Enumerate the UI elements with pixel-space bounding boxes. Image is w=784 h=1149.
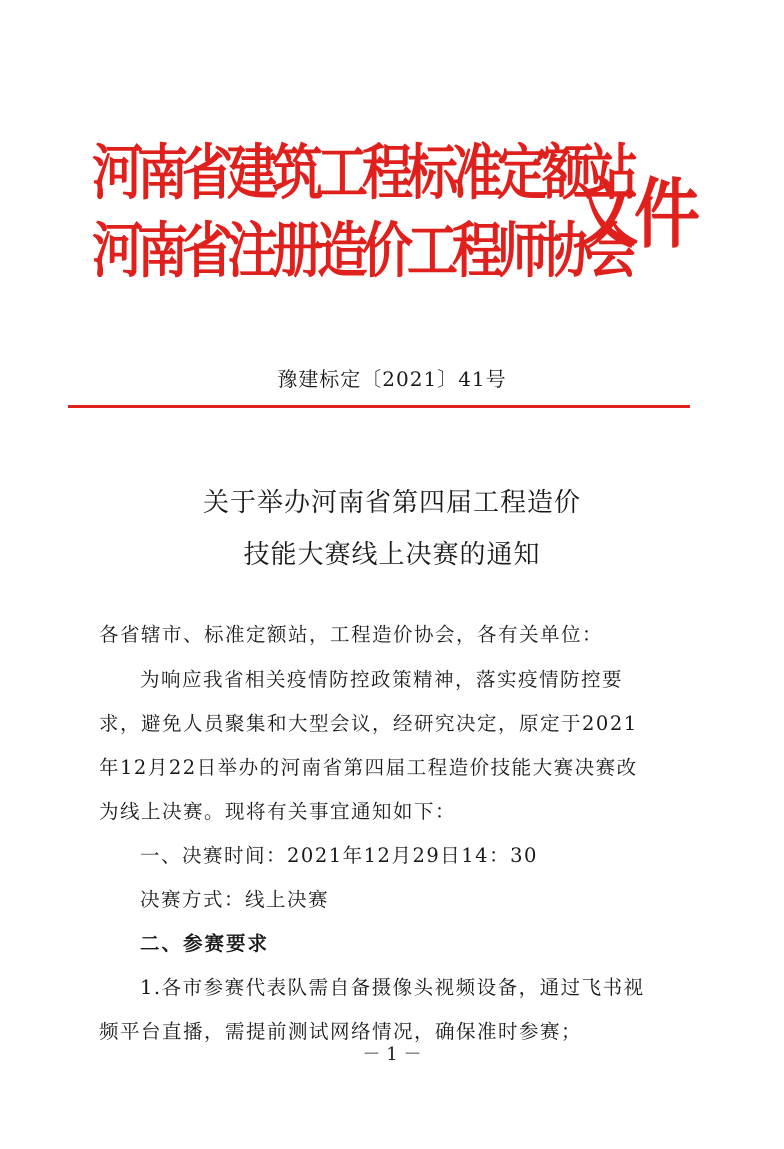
page-number: － 1 － — [362, 1044, 422, 1065]
section-2-heading: 二、参赛要求 — [140, 932, 270, 955]
item-1-line-2: 频平台直播，需提前测试网络情况，确保准时参赛； — [99, 1020, 583, 1043]
document-header — [92, 135, 696, 295]
paragraph-1-line-4: 为线上决赛。现将有关事宜通知如下： — [99, 800, 457, 823]
document-type-label: 文件 — [572, 170, 696, 259]
section-1-method: 决赛方式：线上决赛 — [140, 888, 330, 911]
section-1-time: 一、决赛时间：2021年12月29日14：30 — [140, 844, 538, 867]
document-number: 豫建标定〔2021〕41号 — [277, 367, 507, 391]
item-1-line-1: 1.各市参赛代表队需自备摄像头视频设备，通过飞书视 — [140, 976, 645, 999]
notice-title-line-2: 技能大赛线上决赛的通知 — [243, 540, 541, 570]
issuer-line-1: 河南省建筑工程标准定额站 — [92, 139, 633, 209]
salutation: 各省辖市、标准定额站，工程造价协会，各有关单位： — [99, 623, 604, 646]
paragraph-1-line-2: 求，避免人员聚集和大型会议，经研究决定，原定于2021 — [99, 712, 638, 735]
paragraph-1-line-3: 年12月22日举办的河南省第四届工程造价技能大赛决赛改 — [99, 756, 638, 779]
issuer-line-2: 河南省注册造价工程师协会 — [92, 217, 633, 287]
notice-title-line-1: 关于举办河南省第四届工程造价 — [202, 488, 581, 518]
header-divider — [68, 405, 690, 408]
paragraph-1-line-1: 为响应我省相关疫情防控政策精神，落实疫情防控要 — [140, 668, 624, 691]
